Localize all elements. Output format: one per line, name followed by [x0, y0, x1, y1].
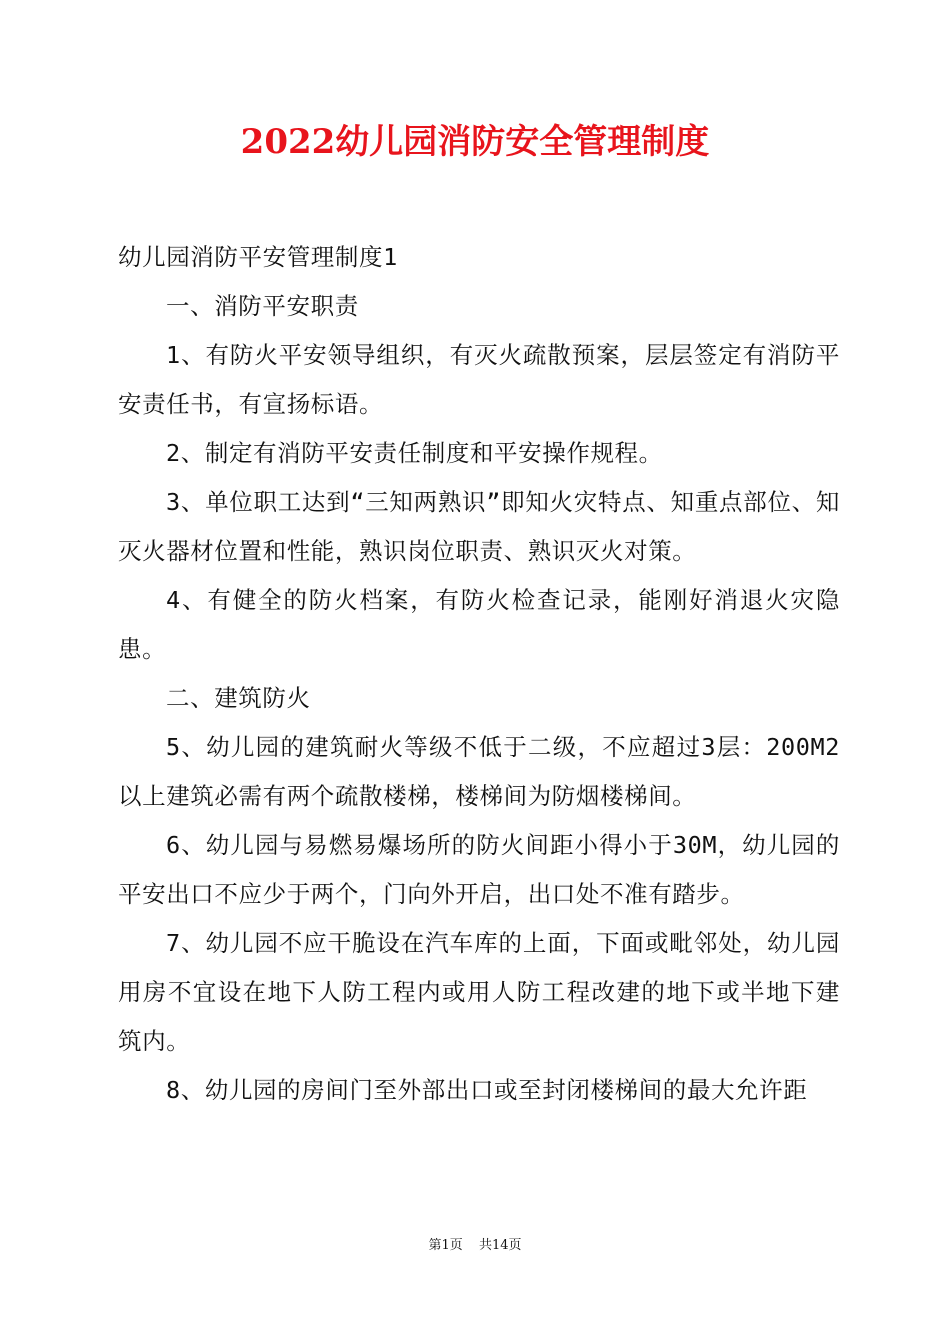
- page-number-current: 第1页: [428, 1238, 463, 1253]
- document-body: [118, 233, 840, 1115]
- paragraph: 4、有健全的防火档案，有防火检查记录，能刚好消退火灾隐患。: [118, 586, 840, 663]
- page-number-total: 共14页: [478, 1238, 522, 1253]
- page-footer: [0, 1234, 950, 1253]
- paragraph: 5、幼儿园的建筑耐火等级不低于二级，不应超过3层：200M2以上建筑必需有两个疏散楼梯，楼梯间为防烟楼梯间。: [118, 733, 840, 810]
- paragraph: 1、有防火平安领导组织，有灭火疏散预案，层层签定有消防平安责任书，有宣扬标语。: [118, 341, 840, 418]
- subsection-heading: 一、消防平安职责: [166, 292, 359, 320]
- paragraph: 6、幼儿园与易燃易爆场所的防火间距小得小于30M，幼儿园的平安出口不应少于两个，门向外开启，出口处不准有踏步。: [118, 831, 840, 908]
- section-heading: 幼儿园消防平安管理制度1: [118, 243, 398, 271]
- paragraph: 3、单位职工达到“三知两熟识”即知火灾特点、知重点部位、知灭火器材位置和性能，熟识岗位职责、熟识灭火对策。: [118, 488, 840, 565]
- paragraph: 7、幼儿园不应干脆设在汽车库的上面，下面或毗邻处，幼儿园用房不宜设在地下人防工程内或用人防工程改建的地下或半地下建筑内。: [118, 929, 840, 1055]
- document-title: 2022幼儿园消防安全管理制度: [240, 122, 710, 162]
- paragraph: 8、幼儿园的房间门至外部出口或至封闭楼梯间的最大允许距: [166, 1076, 808, 1104]
- subsection-heading: 二、建筑防火: [166, 684, 311, 712]
- paragraph: 2、制定有消防平安责任制度和平安操作规程。: [166, 439, 663, 467]
